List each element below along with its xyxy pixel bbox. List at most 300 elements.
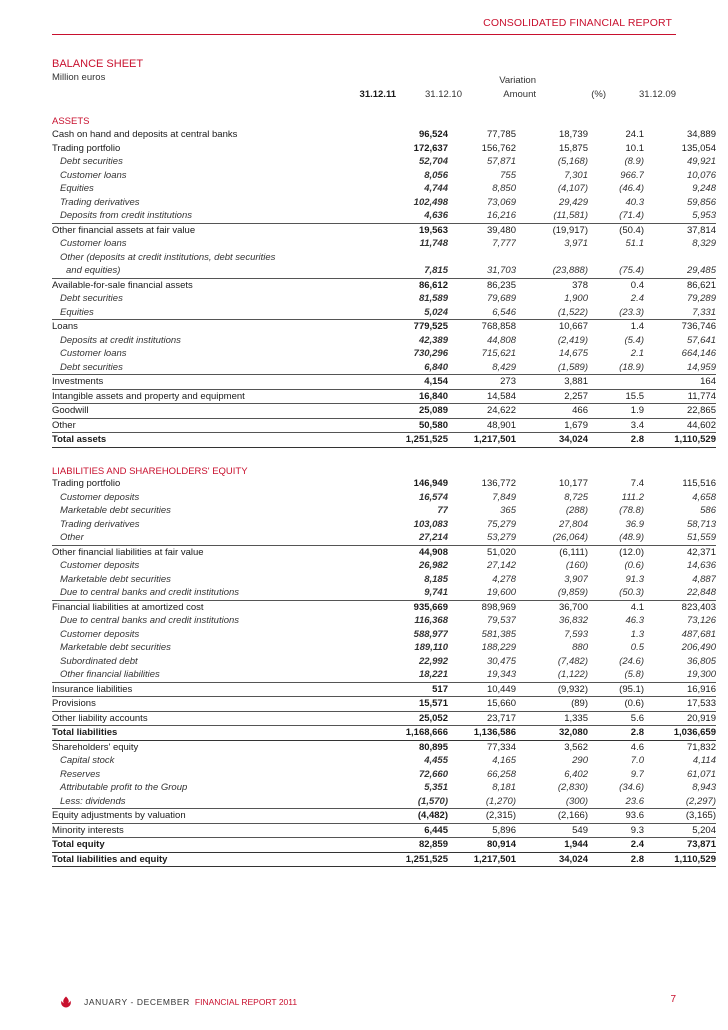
row-label: Intangible assets and property and equipment <box>52 389 354 404</box>
table-row <box>52 559 716 573</box>
total-liabilities-row <box>52 726 716 741</box>
value-cell: 588,977 <box>413 628 448 640</box>
value-cell: 15.5 <box>588 389 644 404</box>
value-cell: 4,114 <box>692 755 716 766</box>
row-label: Equities <box>60 183 94 194</box>
value-cell: 51,559 <box>644 531 716 545</box>
value-cell <box>588 375 644 390</box>
value-cell: 75,279 <box>486 518 516 530</box>
value-cell: 1.4 <box>630 321 644 332</box>
value-cell: 5,204 <box>644 823 716 838</box>
value-cell: 91.3 <box>625 573 644 585</box>
row-label: Investments <box>52 375 354 390</box>
value-cell: 27,214 <box>354 531 448 545</box>
value-cell: 966.7 <box>620 169 644 181</box>
value-cell: 44,908 <box>418 546 448 558</box>
value-cell: (78.8) <box>619 505 644 516</box>
row-label: Customer deposits <box>60 491 140 503</box>
value-cell: (1,270) <box>448 795 516 809</box>
table-row <box>52 614 716 628</box>
value-cell: 51,020 <box>486 546 516 558</box>
value-cell: 1,251,525 <box>354 852 448 867</box>
value-cell: 18,739 <box>558 129 588 140</box>
value-cell: (95.1) <box>588 682 644 697</box>
value-cell: 466 <box>516 404 588 419</box>
footer-period: JANUARY - DECEMBER <box>84 997 190 1007</box>
value-cell: 2,257 <box>516 389 588 404</box>
row-label: Customer loans <box>60 238 127 249</box>
table-row <box>52 347 716 361</box>
row-label: Marketable debt securities <box>60 573 171 585</box>
value-cell: 823,403 <box>681 601 716 613</box>
value-cell: (5.8) <box>588 668 644 682</box>
value-cell: 15,875 <box>558 142 588 154</box>
row-label: Less: dividends <box>52 795 354 809</box>
value-cell: (4,482) <box>354 809 448 824</box>
table-row <box>52 600 716 614</box>
value-cell: 14,675 <box>558 348 588 359</box>
value-cell: 3.4 <box>588 418 644 433</box>
liabilities-section-title: LIABILITIES AND SHAREHOLDERS' EQUITY <box>52 466 248 477</box>
table-row <box>52 823 716 838</box>
value-cell <box>644 251 716 265</box>
value-cell: 103,083 <box>413 518 448 530</box>
value-cell: 59,856 <box>686 196 716 208</box>
value-cell: 14,959 <box>644 361 716 375</box>
value-cell: 79,537 <box>486 615 516 626</box>
value-cell: (18.9) <box>588 361 644 375</box>
value-cell: 30,475 <box>486 655 516 667</box>
report-header-title: CONSOLIDATED FINANCIAL REPORT <box>483 17 672 29</box>
value-cell: (1,522) <box>516 306 588 320</box>
value-cell: 0.4 <box>630 279 644 291</box>
value-cell: 898,969 <box>481 601 516 613</box>
value-cell: 51.1 <box>625 238 644 249</box>
value-cell: (75.4) <box>588 264 644 278</box>
table-row <box>52 586 716 600</box>
value-cell: 1,900 <box>564 293 588 304</box>
flame-logo-icon <box>60 996 72 1008</box>
row-label: Marketable debt securities <box>60 505 171 516</box>
value-cell: 1,335 <box>516 711 588 726</box>
table-row <box>52 196 716 210</box>
value-cell: 9,248 <box>692 183 716 194</box>
value-cell: 49,921 <box>686 156 716 167</box>
value-cell: (2,297) <box>644 795 716 809</box>
value-cell: 81,589 <box>418 293 448 304</box>
value-cell: 156,762 <box>481 142 516 154</box>
value-cell: 1,136,586 <box>448 726 516 741</box>
table-row <box>52 306 716 320</box>
row-label: and equities) <box>52 264 354 278</box>
value-cell: 8,056 <box>424 169 448 181</box>
col-header-2010: 31.12.10 <box>425 89 462 100</box>
value-cell: (9,932) <box>516 682 588 697</box>
value-cell: 2.8 <box>588 852 644 867</box>
table-row <box>52 142 716 156</box>
value-cell: 1,168,666 <box>354 726 448 741</box>
table-row <box>52 668 716 682</box>
table-row <box>52 155 716 169</box>
value-cell: 31,703 <box>448 264 516 278</box>
table-row <box>52 628 716 642</box>
value-cell: 779,525 <box>413 321 448 332</box>
value-cell: 7.0 <box>630 755 644 766</box>
value-cell: (12.0) <box>619 546 644 558</box>
value-cell: 16,840 <box>354 389 448 404</box>
value-cell: 7,849 <box>492 491 516 503</box>
value-cell: 4,455 <box>424 755 448 766</box>
value-cell: 3,881 <box>516 375 588 390</box>
table-row <box>52 809 716 824</box>
table-row <box>52 418 716 433</box>
variation-header: Variation <box>499 75 536 86</box>
value-cell: 14,584 <box>448 389 516 404</box>
value-cell: 1,217,501 <box>448 852 516 867</box>
value-cell: 6,840 <box>354 361 448 375</box>
row-label: Total liabilities and equity <box>52 852 354 867</box>
table-row <box>52 491 716 505</box>
value-cell: 664,146 <box>681 348 716 359</box>
value-cell: 26,982 <box>418 560 448 571</box>
value-cell: 57,641 <box>686 334 716 346</box>
row-label: Customer deposits <box>60 560 140 571</box>
row-label: Attributable profit to the Group <box>60 782 188 793</box>
value-cell: 77,785 <box>486 129 516 140</box>
value-cell: 6,445 <box>354 823 448 838</box>
value-cell: (2,166) <box>516 809 588 824</box>
value-cell: 164 <box>644 375 716 390</box>
value-cell: (9,859) <box>516 586 588 600</box>
value-cell: 172,637 <box>413 142 448 154</box>
value-cell: 8,185 <box>424 573 448 585</box>
value-cell: 4,887 <box>692 573 716 585</box>
value-cell: 25,052 <box>354 711 448 726</box>
value-cell: 10.1 <box>625 142 644 154</box>
value-cell: 73,069 <box>486 196 516 208</box>
value-cell: 9.7 <box>630 768 644 780</box>
row-label: Available-for-sale financial assets <box>52 279 193 291</box>
row-label: Due to central banks and credit institutions <box>60 615 240 626</box>
table-row <box>52 320 716 334</box>
value-cell: 61,071 <box>686 768 716 780</box>
col-header-2009: 31.12.09 <box>639 89 676 100</box>
value-cell: 82,859 <box>354 838 448 853</box>
value-cell: 4,636 <box>354 209 448 223</box>
total-assets-row <box>52 433 716 448</box>
value-cell: (0.6) <box>588 697 644 712</box>
value-cell: 16,916 <box>644 682 716 697</box>
row-label: Other <box>52 418 354 433</box>
assets-table <box>52 128 716 448</box>
value-cell: 57,871 <box>486 156 516 167</box>
value-cell: 40.3 <box>625 196 644 208</box>
table-row <box>52 754 716 768</box>
value-cell: 8,850 <box>492 183 516 194</box>
value-cell: 52,704 <box>418 156 448 167</box>
value-cell: 7,301 <box>564 169 588 181</box>
value-cell: 1,110,529 <box>644 852 716 867</box>
value-cell: 10,177 <box>558 478 588 489</box>
value-cell: (7,482) <box>557 655 588 667</box>
value-cell: 116,368 <box>414 615 448 626</box>
value-cell: 7,777 <box>492 238 516 249</box>
value-cell: 7,593 <box>564 628 588 640</box>
value-cell: 36,832 <box>558 615 588 626</box>
table-row <box>52 682 716 697</box>
value-cell: 135,054 <box>681 142 716 154</box>
value-cell: 79,689 <box>486 293 516 304</box>
value-cell: 365 <box>500 505 516 516</box>
value-cell: 42,389 <box>418 334 448 346</box>
value-cell: 50,580 <box>354 418 448 433</box>
table-row <box>52 209 716 223</box>
value-cell: 1,251,525 <box>354 433 448 448</box>
table-row <box>52 278 716 292</box>
table-row <box>52 545 716 559</box>
row-label: Equity adjustments by valuation <box>52 809 354 824</box>
value-cell: 72,660 <box>418 768 448 780</box>
page-footer <box>60 996 297 1008</box>
value-cell: 79,289 <box>686 293 716 304</box>
value-cell: 8,329 <box>692 238 716 249</box>
value-cell: 136,772 <box>481 478 516 489</box>
value-cell: 86,621 <box>686 279 716 291</box>
value-cell: 4,278 <box>492 573 516 585</box>
value-cell: 8,429 <box>448 361 516 375</box>
value-cell: 10,667 <box>558 321 588 332</box>
table-row <box>52 711 716 726</box>
value-cell: 32,080 <box>516 726 588 741</box>
value-cell: 10,076 <box>686 169 716 181</box>
value-cell: 5,024 <box>354 306 448 320</box>
value-cell: 11,774 <box>644 389 716 404</box>
value-cell: 25,089 <box>354 404 448 419</box>
value-cell: 115,516 <box>682 478 716 489</box>
value-cell: 1,944 <box>516 838 588 853</box>
value-cell: 1,036,659 <box>644 726 716 741</box>
value-cell: (71.4) <box>588 209 644 223</box>
value-cell: (2,830) <box>557 782 588 793</box>
value-cell: 39,480 <box>486 224 516 236</box>
value-cell: (1,122) <box>516 668 588 682</box>
value-cell: 4,165 <box>492 755 516 766</box>
table-row <box>52 697 716 712</box>
value-cell: 2.4 <box>630 293 644 304</box>
value-cell: 15,571 <box>354 697 448 712</box>
value-cell: 2.4 <box>588 838 644 853</box>
row-label: Reserves <box>60 768 101 780</box>
col-header-variation-pct: (%) <box>591 89 606 100</box>
value-cell: (8.9) <box>624 156 644 167</box>
value-cell: 715,621 <box>481 348 516 359</box>
value-cell: 15,660 <box>448 697 516 712</box>
value-cell: 768,858 <box>481 321 516 332</box>
table-row <box>52 504 716 518</box>
value-cell: 8,725 <box>564 491 588 503</box>
liabilities-table <box>52 477 716 867</box>
total-liabilities-equity-row <box>52 852 716 867</box>
footer-report-name: FINANCIAL REPORT 2011 <box>194 997 298 1007</box>
value-cell: (89) <box>516 697 588 712</box>
table-row <box>52 795 716 809</box>
balance-sheet-title: BALANCE SHEET <box>52 58 144 70</box>
row-label: Deposits from credit institutions <box>52 209 354 223</box>
value-cell: 736,746 <box>681 321 716 332</box>
value-cell: 36,700 <box>558 601 588 613</box>
value-cell: (50.4) <box>619 224 644 236</box>
table-row <box>52 655 716 669</box>
row-label: Loans <box>52 321 78 332</box>
value-cell: 290 <box>572 755 588 766</box>
value-cell: (0.6) <box>624 560 644 571</box>
row-label: Trading derivatives <box>60 196 140 208</box>
table-row <box>52 223 716 237</box>
value-cell: 71,832 <box>686 741 716 753</box>
value-cell: 16,216 <box>448 209 516 223</box>
value-cell: 19,563 <box>418 224 448 236</box>
value-cell: (24.6) <box>619 655 644 667</box>
row-label: Shareholders' equity <box>52 741 139 753</box>
value-cell: (300) <box>516 795 588 809</box>
value-cell: 2.1 <box>630 348 644 359</box>
row-label: Equities <box>52 306 354 320</box>
table-row <box>52 404 716 419</box>
value-cell: 86,612 <box>418 279 448 291</box>
value-cell: (46.4) <box>619 183 644 194</box>
value-cell: 29,485 <box>644 264 716 278</box>
value-cell: 23,717 <box>448 711 516 726</box>
row-label: Other (deposits at credit institutions, debt securities <box>60 251 276 263</box>
value-cell: 66,258 <box>486 768 516 780</box>
value-cell: 16,574 <box>418 491 448 503</box>
value-cell: 2.8 <box>588 433 644 448</box>
row-label: Subordinated debt <box>60 655 138 667</box>
row-label: Other financial assets at fair value <box>52 224 196 236</box>
table-row <box>52 251 716 265</box>
value-cell: 73,871 <box>644 838 716 853</box>
value-cell: 378 <box>572 279 588 291</box>
value-cell: 730,296 <box>413 348 448 359</box>
value-cell: 27,804 <box>558 518 588 530</box>
value-cell: 48,901 <box>448 418 516 433</box>
value-cell: 27,142 <box>486 560 516 571</box>
row-label: Customer loans <box>60 348 127 359</box>
total-equity-row <box>52 838 716 853</box>
value-cell: 10,449 <box>448 682 516 697</box>
value-cell: 36,805 <box>686 655 716 667</box>
value-cell: 44,808 <box>486 334 516 346</box>
value-cell: 4.6 <box>630 741 644 753</box>
header-rule <box>52 34 676 35</box>
row-label: Debt securities <box>60 293 123 304</box>
value-cell <box>448 251 516 265</box>
value-cell: 581,385 <box>481 628 516 640</box>
value-cell: 23.6 <box>588 795 644 809</box>
value-cell: 77 <box>437 505 448 516</box>
table-row <box>52 169 716 183</box>
row-label: Cash on hand and deposits at central banks <box>52 129 238 140</box>
value-cell: 77,334 <box>486 741 516 753</box>
value-cell: (6,111) <box>559 546 588 558</box>
value-cell: 102,498 <box>413 196 448 208</box>
value-cell <box>354 251 448 265</box>
table-row <box>52 264 716 278</box>
value-cell: 34,024 <box>516 433 588 448</box>
value-cell: (23,888) <box>516 264 588 278</box>
value-cell: (1,589) <box>516 361 588 375</box>
table-row <box>52 389 716 404</box>
value-cell: (19,917) <box>552 224 588 236</box>
table-row <box>52 781 716 795</box>
value-cell: (288) <box>565 505 588 516</box>
value-cell: 0.5 <box>630 642 644 653</box>
value-cell: 206,490 <box>681 642 716 653</box>
value-cell: 22,865 <box>644 404 716 419</box>
row-label: Other liability accounts <box>52 711 354 726</box>
page-number: 7 <box>670 994 676 1005</box>
value-cell: 34,889 <box>686 129 716 140</box>
value-cell: (2,315) <box>448 809 516 824</box>
table-row <box>52 237 716 251</box>
value-cell: 4,154 <box>354 375 448 390</box>
row-label: Debt securities <box>52 361 354 375</box>
value-cell: 37,814 <box>686 224 716 236</box>
value-cell: 487,681 <box>681 628 716 640</box>
value-cell: 4.1 <box>630 601 644 613</box>
value-cell: (1,570) <box>354 795 448 809</box>
value-cell: 9,741 <box>354 586 448 600</box>
value-cell: 1,679 <box>516 418 588 433</box>
value-cell <box>588 251 644 265</box>
value-cell: 22,992 <box>418 655 448 667</box>
value-cell: 935,669 <box>413 601 448 613</box>
value-cell: 73,126 <box>686 615 716 626</box>
value-cell: 86,235 <box>486 279 516 291</box>
row-label: Other financial liabilities at fair value <box>52 546 204 558</box>
value-cell: 34,024 <box>516 852 588 867</box>
table-row <box>52 334 716 348</box>
value-cell: 17,533 <box>644 697 716 712</box>
row-label: Trading portfolio <box>52 478 121 489</box>
value-cell: 19,343 <box>448 668 516 682</box>
value-cell: (48.9) <box>588 531 644 545</box>
value-cell: 4,744 <box>424 183 448 194</box>
value-cell: 5,896 <box>448 823 516 838</box>
row-label: Debt securities <box>60 156 123 167</box>
value-cell: 1.9 <box>588 404 644 419</box>
value-cell: 7,815 <box>354 264 448 278</box>
value-cell: 80,895 <box>418 741 448 753</box>
value-cell: 6,402 <box>564 768 588 780</box>
value-cell: 19,600 <box>448 586 516 600</box>
value-cell: 5,953 <box>644 209 716 223</box>
value-cell: 18,221 <box>354 668 448 682</box>
table-row <box>52 361 716 375</box>
value-cell: 46.3 <box>625 615 644 626</box>
value-cell: (160) <box>565 560 588 571</box>
value-cell: (5.4) <box>624 334 644 346</box>
table-row <box>52 740 716 754</box>
row-label: Total assets <box>52 433 354 448</box>
row-label: Financial liabilities at amortized cost <box>52 601 204 613</box>
value-cell: (2,419) <box>557 334 588 346</box>
value-cell: 1.3 <box>630 628 644 640</box>
value-cell: 6,546 <box>448 306 516 320</box>
value-cell: 5.6 <box>588 711 644 726</box>
row-label: Minority interests <box>52 823 354 838</box>
value-cell: 2.8 <box>588 726 644 741</box>
